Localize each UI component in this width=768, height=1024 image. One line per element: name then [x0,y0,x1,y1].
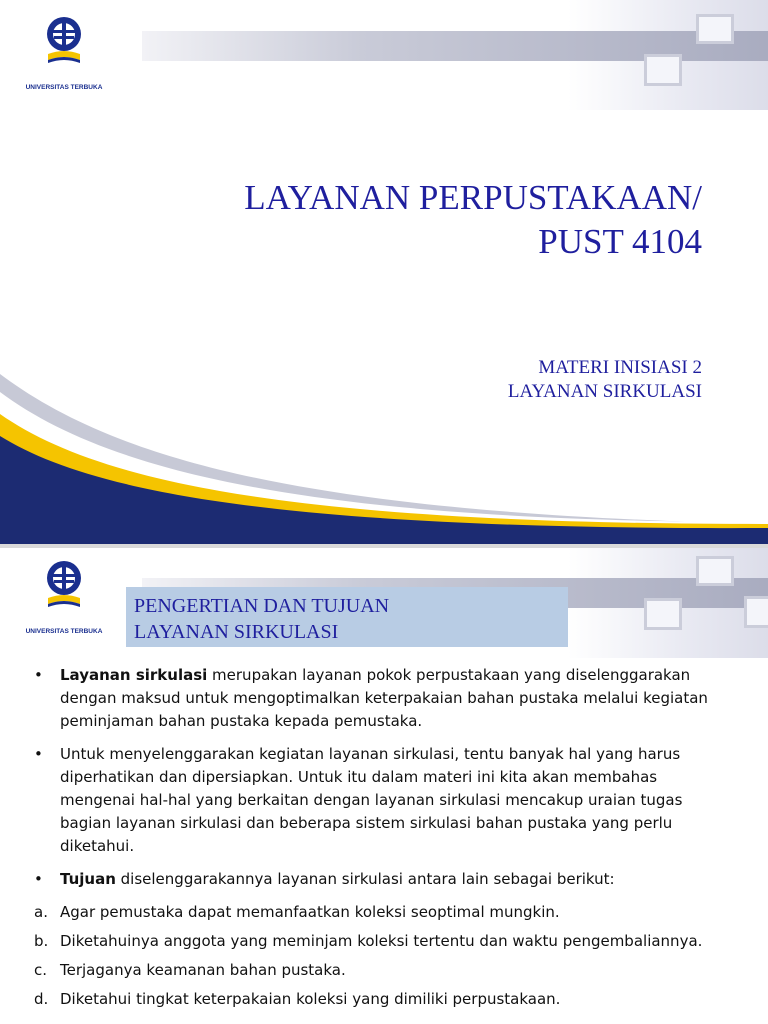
bullet-bold-text: Tujuan [60,870,116,888]
subtitle-line-2: LAYANAN SIRKULASI [507,381,702,402]
bullet-item [34,743,714,858]
decoration-square [744,596,768,628]
heading-line-1: PENGERTIAN DAN TUJUAN [134,595,390,617]
slide-title [244,176,702,264]
list-text: Terjaganya keamanan bahan pustaka. [60,961,346,979]
bullet-marker: • [34,666,43,684]
university-logo [24,560,104,640]
decoration-square [644,598,682,630]
section-heading [126,587,568,647]
slide-content [34,664,714,1017]
content-slide [0,548,768,1024]
bullet-text: diselenggarakannya layanan sirkulasi antara lain sebagai berikut: [115,870,615,888]
list-item [34,988,714,1011]
bullet-marker: • [34,870,43,888]
heading-line-2: LAYANAN SIRKULASI [134,621,339,643]
list-item [34,959,714,982]
decoration-square [696,14,734,44]
title-line-1: LAYANAN PERPUSTAKAAN/ [244,178,702,217]
university-logo [24,16,104,96]
bullet-marker: • [34,745,43,763]
list-text: Diketahuinya anggota yang meminjam koleksi tertentu dan waktu pengembaliannya. [60,932,703,950]
logo-text: UNIVERSITAS TERBUKA [25,84,103,91]
decoration-square [696,556,734,586]
bullet-text: Untuk menyelenggarakan kegiatan layanan sirkulasi, tentu banyak hal yang harus diperhatikan dan dipersiapkan. Untuk itu dalam materi ini kita akan membahas mengenai hal-hal yang berkaitan dengan layanan sirkulasi mencakup uraian tugas bagian layanan sirkulasi dan beberapa sistem sirkulasi bahan pustaka yang perlu diketahui. [60,745,683,855]
logo-emblem-icon [44,16,84,68]
list-marker: b. [34,932,49,950]
bullet-bold-text: Layanan sirkulasi [60,666,208,684]
list-marker: c. [34,961,48,979]
bullet-item [34,868,714,891]
list-item [34,930,714,953]
wave-decoration [0,374,768,544]
bullet-item [34,664,714,733]
logo-emblem-icon [44,560,84,612]
decoration-square [644,54,682,86]
bullet-text: merupakan layanan pokok perpustakaan yang diselenggarakan dengan maksud untuk mengoptimalkan keterpakaian bahan pustaka melalui kegiatan peminjaman bahan pustaka kepada pemustaka. [60,666,708,730]
title-line-2: PUST 4104 [538,222,702,261]
logo-text: UNIVERSITAS TERBUKA [25,628,103,635]
list-marker: a. [34,903,48,921]
list-text: Diketahui tingkat keterpakaian koleksi yang dimiliki perpustakaan. [60,990,561,1008]
subtitle-line-1: MATERI INISIASI 2 [538,357,702,378]
list-marker: d. [34,990,49,1008]
list-item [34,901,714,924]
list-text: Agar pemustaka dapat memanfaatkan koleksi seoptimal mungkin. [60,903,560,921]
